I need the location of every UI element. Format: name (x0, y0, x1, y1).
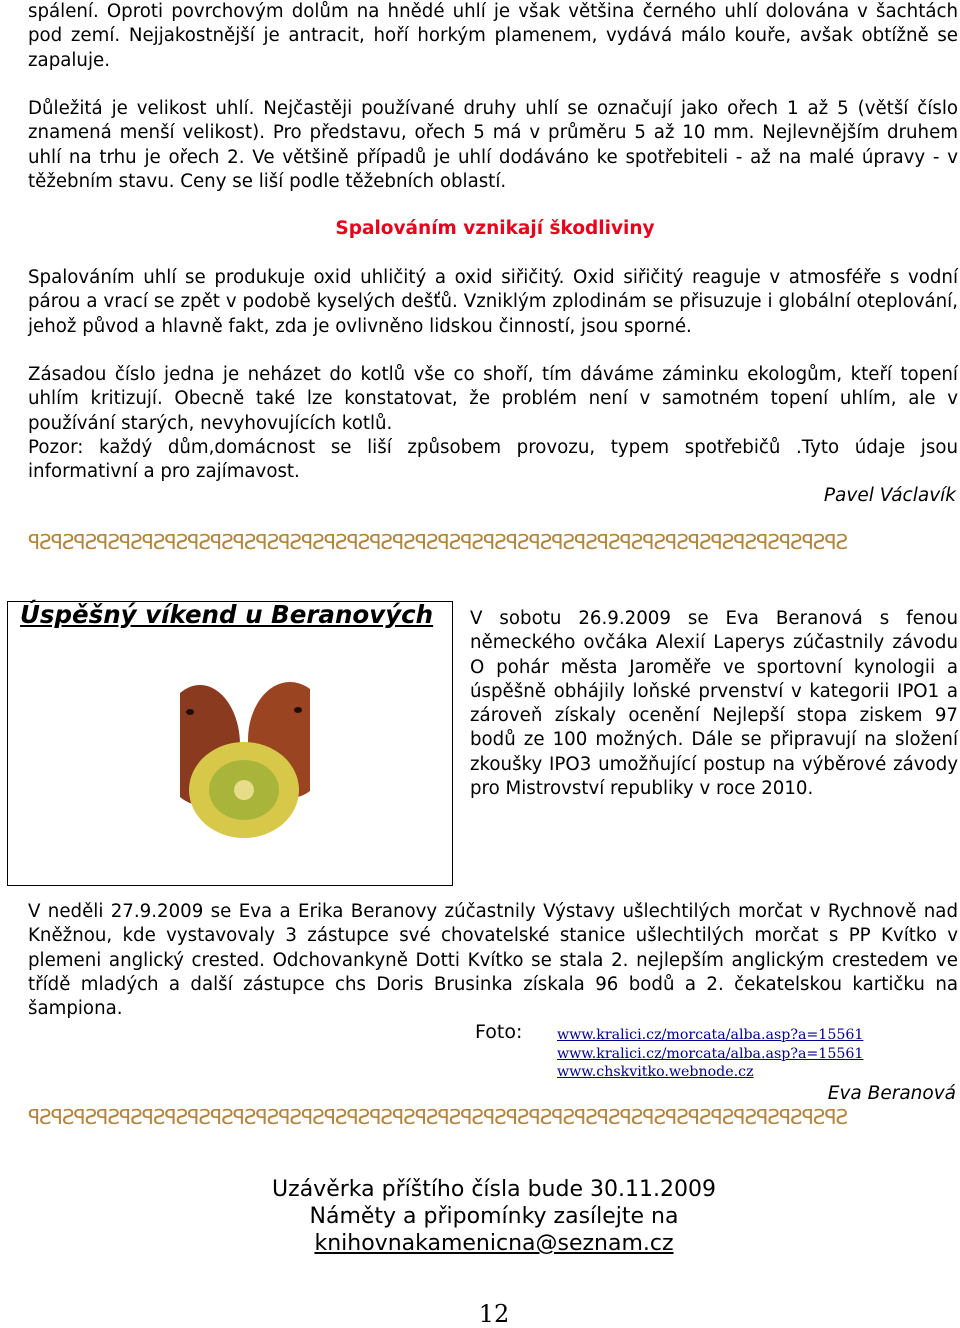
photo-link-3[interactable]: www.chskvitko.webnode.cz (557, 1064, 754, 1080)
ornament-divider: ꟼƧꟼƧꟼƧꟼƧꟼƧꟼƧꟼƧꟼƧꟼƧꟼƧꟼƧꟼƧꟼƧꟼƧꟼƧꟼƧꟼƧꟼƧꟼƧꟼƧꟼƧꟼƧꟼƧꟼƧꟼƧꟼƧꟼƧꟼƧꟼƧꟼƧꟼƧꟼƧꟼƧꟼƧꟼƧꟼƧ (28, 533, 848, 551)
photo-links (557, 1026, 863, 1082)
ornament-divider-bottom: ꟼƧꟼƧꟼƧꟼƧꟼƧꟼƧꟼƧꟼƧꟼƧꟼƧꟼƧꟼƧꟼƧꟼƧꟼƧꟼƧꟼƧꟼƧꟼƧꟼƧꟼƧꟼƧꟼƧꟼƧꟼƧꟼƧꟼƧꟼƧꟼƧꟼƧꟼƧꟼƧꟼƧꟼƧꟼƧꟼƧ (28, 1108, 848, 1126)
paragraph-principle: Zásadou číslo jedna je neházet do kotlů vše co shoří, tím dáváme záminku ekologům, kteří topení uhlím kritizují. Obecně také lze konstatovat, že problém není v samotném topení uhlím, ale v používání starých, nevyhovujících kotlů. (28, 364, 958, 434)
article-column-text: V sobotu 26.9.2009 se Eva Beranová s fenou německého ovčáka Alexií Laperys zúčastnily závodu O pohár města Jaroměře ve sportovní kynologii a úspěšně obhájily loňské prvenství v kategorii IPO1 a zároveň získaly ocenění Nejlepší stopa ziskem 97 bodů ze 100 možných. Dále se připravují na složení zkoušky IPO3 umožňující postup na výběrové závody pro Mistrovství republiky v roce 2010. (470, 608, 958, 800)
signature-eva: Eva Beranová (827, 1083, 956, 1104)
footer-deadline: Uzávěrka příštího čísla bude 30.11.2009 (272, 1177, 716, 1202)
footer-notice (0, 1176, 960, 1257)
photo-link-1[interactable]: www.kralici.cz/morcata/alba.asp?a=15561 (557, 1027, 864, 1043)
signature-pavel: Pavel Václavík (823, 485, 956, 506)
section-heading: Spalováním vznikají škodliviny (335, 218, 655, 239)
guinea-pigs-photo (180, 650, 310, 845)
paragraph-coal-size: Důležitá je velikost uhlí. Nejčastěji používané druhy uhlí se označují jako ořech 1 až 5 (větší číslo znamená menší velikost). Pro představu, ořech 5 má v průměru 5 až 10 mm. Nejlevnějším druhem uhlí na trhu je ořech 2. Ve většině případů je uhlí dodáváno ke spotřebiteli - až na malé úpravy - v těžebním stavu. Ceny se liší podle těžebních oblastí. (28, 98, 958, 192)
paragraph-warning: Pozor: každý dům,domácnost se liší způsobem provozu, typem spotřebičů .Tyto údaje jsou informativní a pro zajímavost. (28, 437, 958, 483)
right-eye (294, 707, 302, 713)
page-number: 12 (478, 1300, 510, 1328)
article-title: Úspěšný víkend u Beranových (20, 600, 434, 629)
paragraph-emissions: Spalováním uhlí se produkuje oxid uhličitý a oxid siřičitý. Oxid siřičitý reaguje v atmosféře s vodní párou a vrací se zpět v podobě kyselých dešťů. Vzniklým zplodinám se přisuzuje i globální oteplování, jehož původ a hlavně fakt, zda je ovlivněno lidskou činností, jsou sporné. (28, 267, 958, 337)
paragraph-coal-mining: spálení. Oproti povrchovým dolům na hnědé uhlí je však většina černého uhlí dolována v šachtách pod zemí. Nejjakostnější je antracit, hoří horkým plamenem, vydává málo kouře, avšak obtížně se zapaluje. (28, 1, 958, 71)
left-eye (186, 709, 194, 715)
footer-request: Náměty a připomínky zasílejte na (309, 1204, 679, 1229)
footer-email[interactable]: knihovnakamenicna@seznam.cz (314, 1231, 674, 1256)
foto-label: Foto: (475, 1021, 523, 1043)
paragraph-exhibition: V neděli 27.9.2009 se Eva a Erika Beranovy zúčastnily Výstavy ušlechtilých morčat v Rychnově nad Kněžnou, kde vystavovaly 3 zástupce své chovatelské stanice ušlechtilých morčat s PP Kvítko v plemeni anglický crested. Odchovankyně Dotti Kvítko se stala 2. nejlepším anglickým crestedem ve třídě mladých a další zástupce chs Doris Brusinka získala 96 bodů a 2. čekatelskou kartičku na šampiona. (28, 901, 958, 1020)
photo-link-2[interactable]: www.kralici.cz/morcata/alba.asp?a=15561 (557, 1045, 864, 1062)
